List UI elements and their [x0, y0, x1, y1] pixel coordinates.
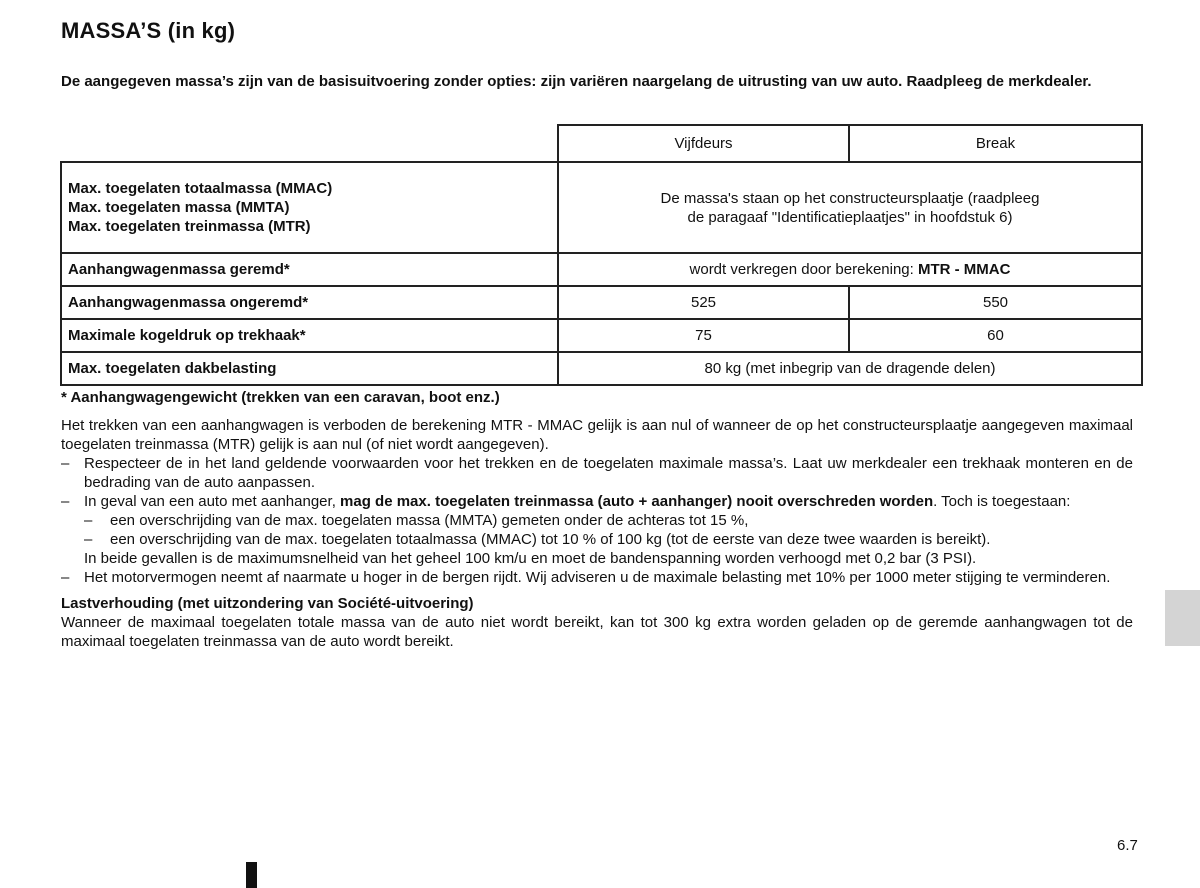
- unbraked-vijfdeurs: 525: [558, 286, 849, 319]
- braked-value: [558, 253, 1142, 286]
- mass-table: [60, 124, 1143, 386]
- braked-value-prefix: wordt verkregen door berekening:: [689, 261, 918, 278]
- speed-note: In beide gevallen is de maximumsnelheid van het geheel 100 km/u en moet de bandenspanning worden verhoogd met 0,2 bar (3 PSI).: [84, 550, 977, 567]
- bullet-text-bold: mag de max. toegelaten treinmassa (auto + aanhanger) nooit overschreden worden: [340, 493, 934, 510]
- bullet-text: Respecteer de in het land geldende voorwaarden voor het trekken en de toegelaten maximale massa’s. Laat uw merkdealer een trekhaak monteren en de bedrading van de auto aanpassen.: [84, 455, 1133, 491]
- sub-bullet-text: een overschrijding van de max. toegelaten massa (MMTA) gemeten onder de achteras tot 15 %,: [110, 512, 749, 529]
- intro-text: De aangegeven massa’s zijn van de basisuitvoering zonder opties: zijn variëren naargelang de uitrusting van uw auto. Raadpleeg de merkdealer.: [61, 73, 1092, 90]
- towing-paragraph: Het trekken van een aanhangwagen is verboden de berekening MTR - MMAC gelijk is aan nul of wanneer de op het constructeursplaatje aangegeven maximaal toegelaten treinmassa (MTR) gelijk is aan nul (of niet wordt aangegeven).: [61, 417, 1133, 453]
- table-corner-cell: [61, 125, 558, 162]
- ball-load-break: 60: [849, 319, 1142, 352]
- masses-value: [558, 162, 1142, 253]
- bullet-text-start: In geval van een auto met aanhanger,: [84, 493, 341, 510]
- dash-mark: –: [61, 455, 70, 472]
- braked-label: Aanhangwagenmassa geremd*: [61, 253, 558, 286]
- dash-mark: –: [84, 512, 93, 529]
- dash-mark: –: [84, 531, 93, 548]
- chapter-tab-marker: [1165, 590, 1200, 646]
- roof-load-value: 80 kg (met inbegrip van de dragende delen): [558, 352, 1142, 385]
- unbraked-label: Aanhangwagenmassa ongeremd*: [61, 286, 558, 319]
- braked-value-formula: MTR - MMAC: [917, 261, 1011, 278]
- sub-bullet-item: [61, 511, 1133, 530]
- mmac-label: Max. toegelaten totaalmassa (MMAC): [68, 180, 333, 197]
- table-footnote: * Aanhangwagengewicht (trekken van een caravan, boot enz.): [61, 389, 500, 406]
- print-crop-mark: [246, 862, 257, 888]
- header-break: Break: [849, 125, 1142, 162]
- table-row: [61, 352, 1142, 385]
- ball-load-vijfdeurs: 75: [558, 319, 849, 352]
- mmta-label: Max. toegelaten massa (MMTA): [68, 199, 290, 216]
- ball-load-label: Maximale kogeldruk op trekhaak*: [61, 319, 558, 352]
- dash-mark: –: [61, 493, 70, 510]
- bullet-item: [61, 568, 1133, 587]
- sub-bullet-item: [61, 530, 1133, 549]
- bullet-item: [61, 492, 1133, 511]
- load-ratio-paragraph: Wanneer de maximaal toegelaten totale massa van de auto niet wordt bereikt, kan tot 300 kg extra worden geladen op de geremde aanhangwagen tot de maximaal toegelaten treinmassa van de auto wordt bereikt.: [61, 614, 1133, 650]
- bullet-text-end: . Toch is toegestaan:: [933, 493, 1071, 510]
- masses-value-line2: de paragaaf "Identificatieplaatjes" in hoofdstuk 6): [687, 208, 1013, 226]
- roof-load-label: Max. toegelaten dakbelasting: [61, 352, 558, 385]
- dash-mark: –: [61, 569, 70, 586]
- row-label-masses: [61, 162, 558, 253]
- table-row: [61, 286, 1142, 319]
- page-title: MASSA’S (in kg): [61, 18, 236, 43]
- table-row: [61, 253, 1142, 286]
- table-header-row: [61, 125, 1142, 162]
- mtr-label: Max. toegelaten treinmassa (MTR): [68, 218, 311, 235]
- page-number: 6.7: [1117, 837, 1138, 854]
- section-subheading: Lastverhouding (met uitzondering van Société-uitvoering): [61, 595, 474, 612]
- sub-bullet-text: een overschrijding van de max. toegelaten totaalmassa (MMAC) tot 10 % of 100 kg (tot de eerste van deze twee waarden is bereikt).: [110, 531, 991, 548]
- bullet-text: Het motorvermogen neemt af naarmate u hoger in de bergen rijdt. Wij adviseren u de maximale belasting met 10% per 1000 meter stijging te verminderen.: [84, 569, 1111, 586]
- unbraked-break: 550: [849, 286, 1142, 319]
- bullet-item: [61, 454, 1133, 492]
- header-vijfdeurs: Vijfdeurs: [558, 125, 849, 162]
- masses-value-line1: De massa's staan op het constructeursplaatje (raadpleeg: [660, 189, 1040, 207]
- body-text: [61, 416, 1133, 651]
- table-row: [61, 319, 1142, 352]
- table-row: [61, 162, 1142, 253]
